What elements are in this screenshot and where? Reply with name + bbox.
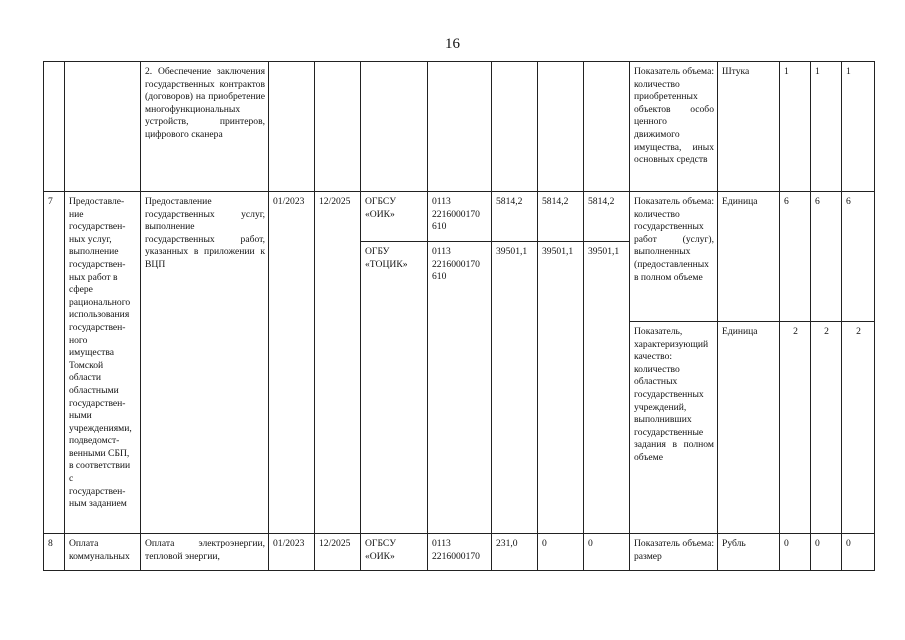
cell-finance-3: 0 [584,534,630,571]
cell-event: Оплата электроэнергии, тепловой энергии, [141,534,269,571]
cell-unit: Единица [718,192,780,322]
cell-executor: ОГБСУ «ОИК» [361,192,428,242]
cell-start: 01/2023 [269,192,315,534]
cell-num: 7 [44,192,65,534]
cell-executor [361,62,428,192]
cell-unit: Штука [718,62,780,192]
cell-unit: Единица [718,322,780,534]
cell-code [428,62,492,192]
cell-value-3: 0 [842,534,875,571]
cell-task: Оплата коммунальных [65,534,141,571]
cell-finance-3 [584,62,630,192]
cell-task [65,62,141,192]
cell-value-1: 0 [780,534,811,571]
cell-task: Предоставле- ние государствен- ных услуг, выполнение государствен- ных работ в сфере рационального использования государствен- ного имущества Томской области областными государствен- ными учреждениями, подведомст- венными СБП, в соответствии с государствен- ным заданием [65,192,141,534]
cell-value-2: 2 [811,322,842,534]
cell-finance-1: 231,0 [492,534,538,571]
cell-event: 2. Обеспечение заключения государственных контрактов (договоров) на приобретение многофункциональных устройств, принтеров, цифрового сканера [141,62,269,192]
cell-indicator: Показатель объема: количество государственных работ (услуг), выполненных (предоставленных в полном объеме [630,192,718,322]
cell-end [315,62,361,192]
cell-indicator: Показатель, характеризующий качество: количество областных государственных учреждений, выполнивших государственные задания в полном объеме [630,322,718,534]
cell-num: 8 [44,534,65,571]
cell-indicator: Показатель объема: количество приобретенных объектов особо ценного движимого имущества, иных основных средств [630,62,718,192]
cell-code: 0113 2216000170 610 [428,242,492,534]
cell-value-2: 0 [811,534,842,571]
program-table [43,61,875,571]
cell-finance-2: 0 [538,534,584,571]
cell-num [44,62,65,192]
cell-finance-1: 39501,1 [492,242,538,534]
cell-executor: ОГБУ «ТОЦИК» [361,242,428,534]
cell-code: 0113 2216000170 610 [428,192,492,242]
table-row [44,192,875,242]
cell-indicator: Показатель объема: размер [630,534,718,571]
cell-value-3: 2 [842,322,875,534]
cell-start [269,62,315,192]
cell-finance-2: 5814,2 [538,192,584,242]
table-row [44,62,875,192]
cell-value-2: 1 [811,62,842,192]
cell-end: 12/2025 [315,192,361,534]
cell-unit: Рубль [718,534,780,571]
cell-finance-2: 39501,1 [538,242,584,534]
cell-value-1: 6 [780,192,811,322]
cell-finance-3: 5814,2 [584,192,630,242]
cell-value-2: 6 [811,192,842,322]
cell-executor: ОГБСУ «ОИК» [361,534,428,571]
table-row [44,534,875,571]
cell-value-1: 2 [780,322,811,534]
cell-code: 0113 2216000170 [428,534,492,571]
cell-end: 12/2025 [315,534,361,571]
cell-start: 01/2023 [269,534,315,571]
cell-value-3: 6 [842,192,875,322]
cell-finance-1: 5814,2 [492,192,538,242]
cell-value-3: 1 [842,62,875,192]
cell-finance-3: 39501,1 [584,242,630,534]
cell-event: Предоставление государственных услуг, выполнение государственных работ, указанных в приложении к ВЦП [141,192,269,534]
cell-finance-1 [492,62,538,192]
cell-finance-2 [538,62,584,192]
page-number: 16 [445,36,460,52]
cell-value-1: 1 [780,62,811,192]
